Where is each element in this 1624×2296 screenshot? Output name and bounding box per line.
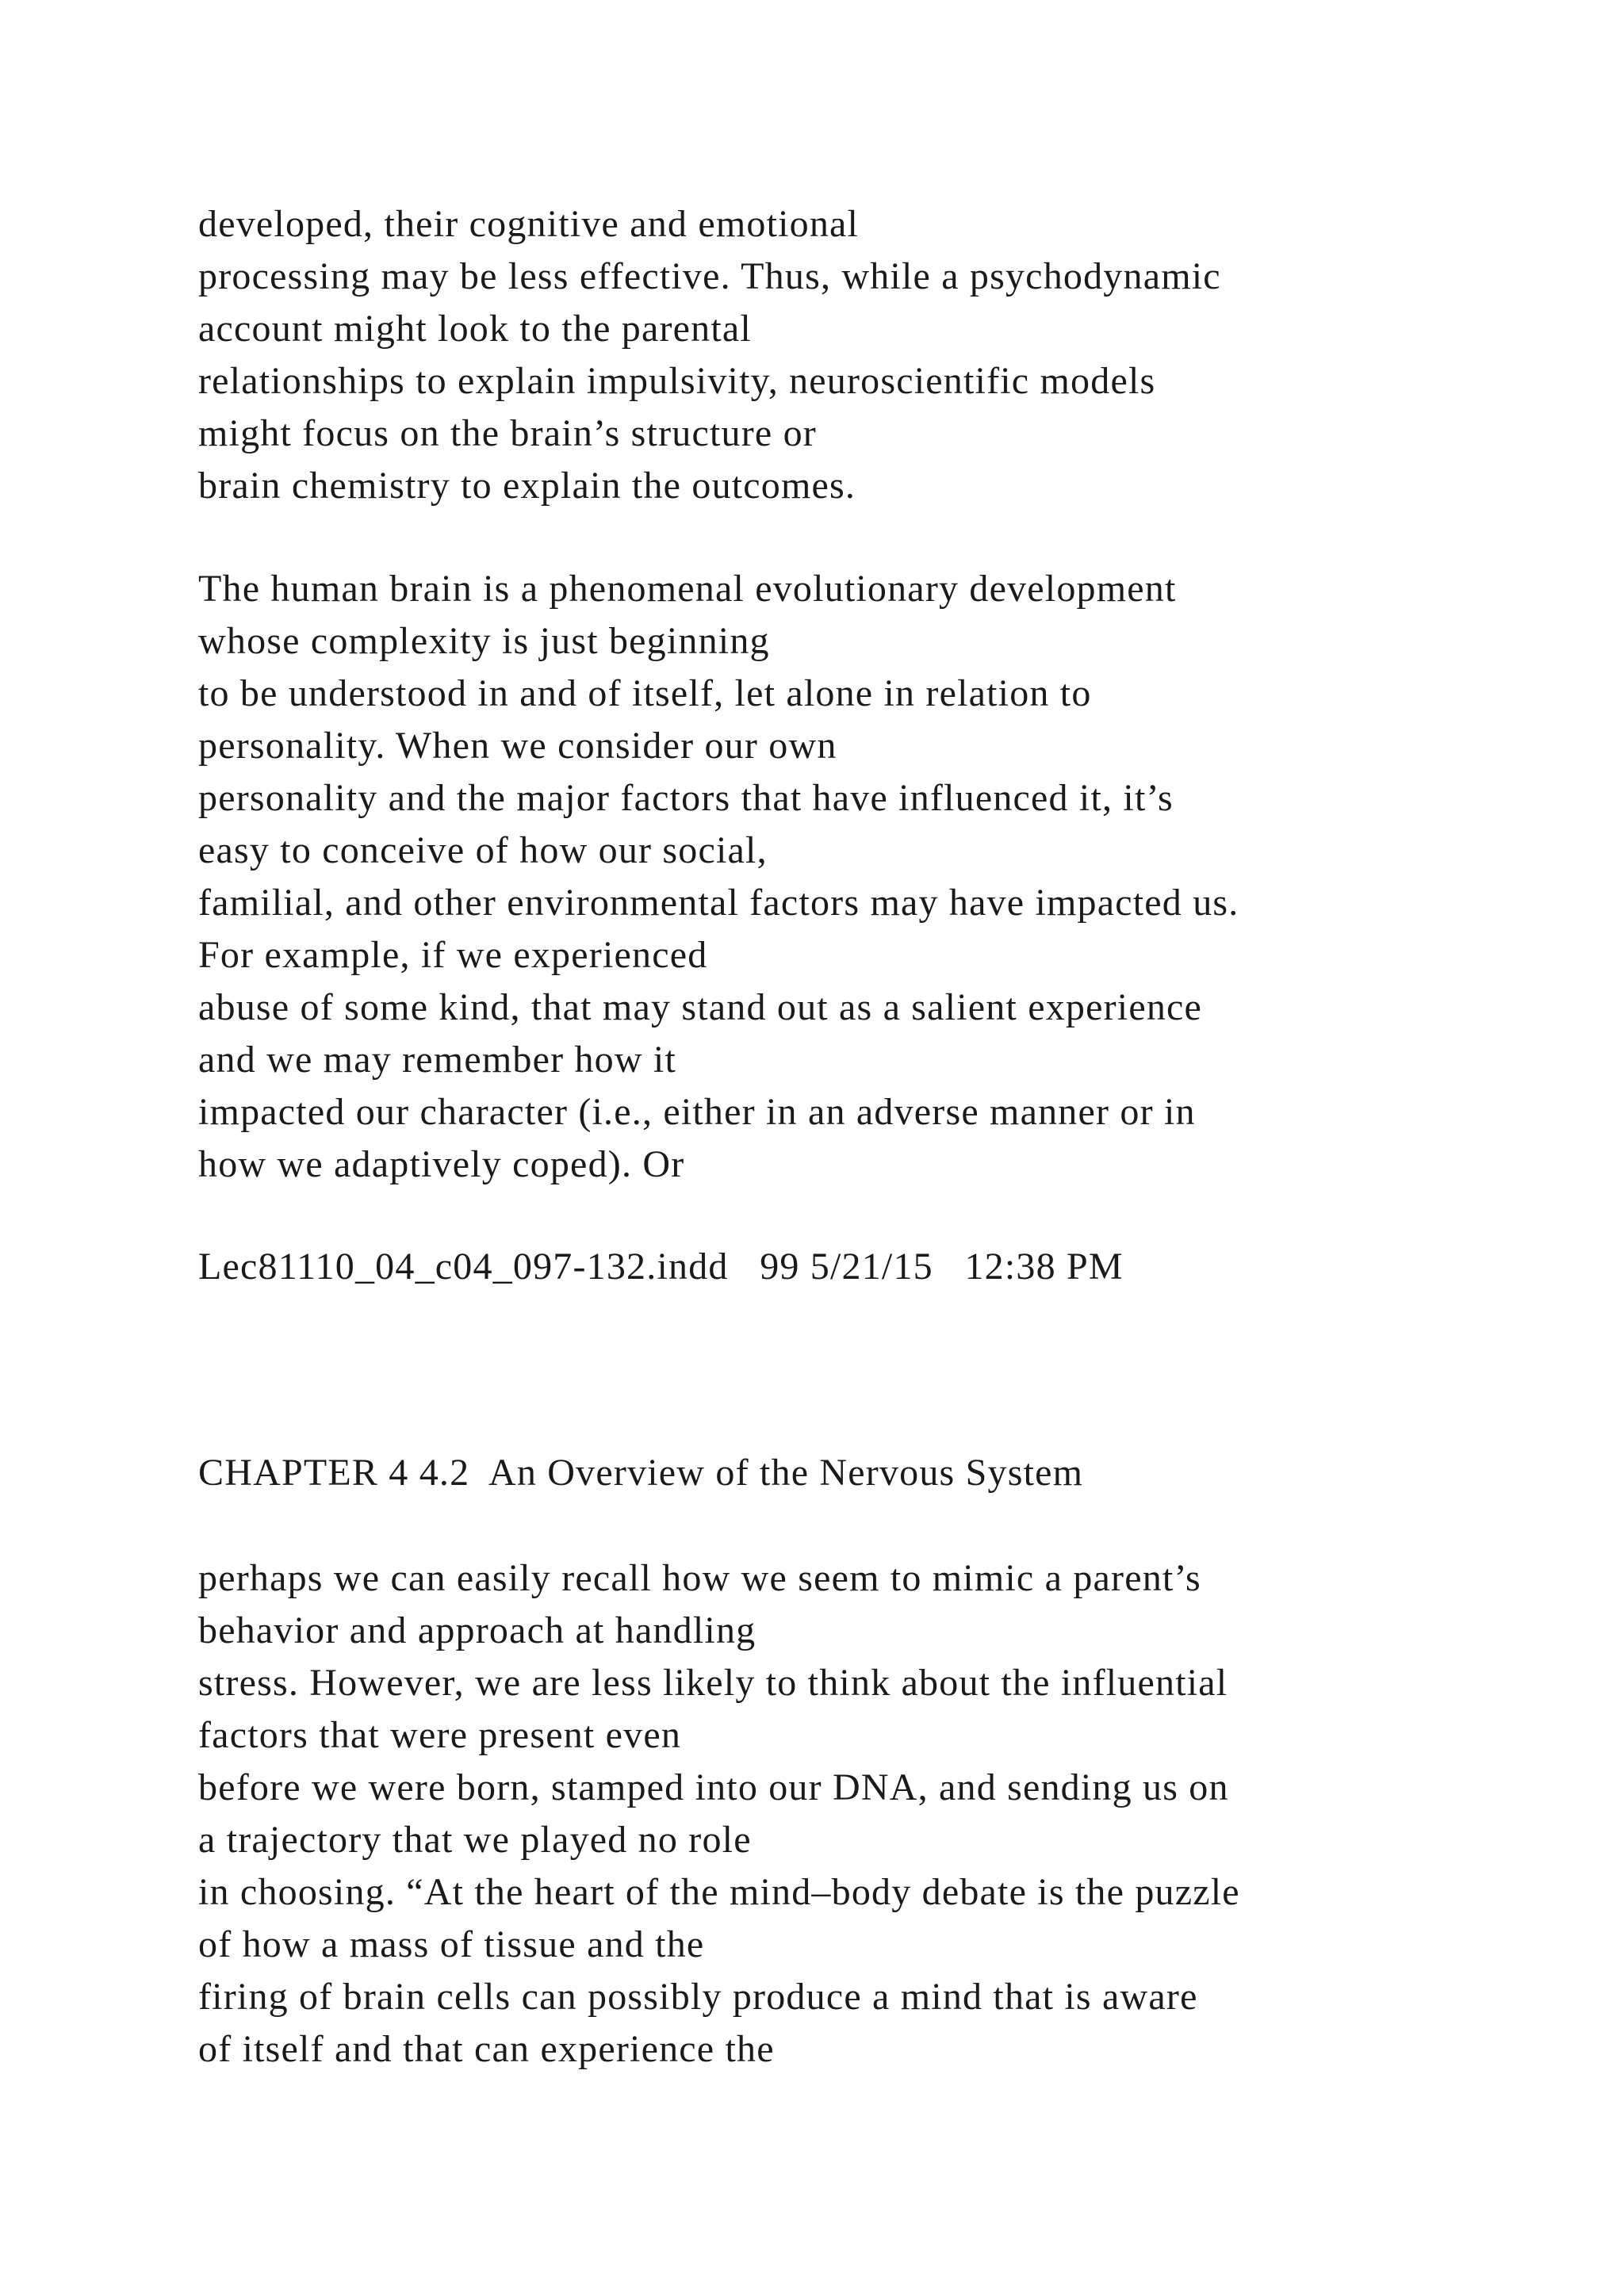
text-line: perhaps we can easily recall how we seem to mimic a parent’s [198, 1557, 1201, 1599]
running-header-text: CHAPTER 4 4.2 An Overview of the Nervous System [198, 1452, 1084, 1494]
text-line: The human brain is a phenomenal evolutionary development [198, 568, 1177, 610]
text-line: before we were born, stamped into our DNA, and sending us on [198, 1766, 1229, 1808]
text-line: abuse of some kind, that may stand out as a salient experience [198, 986, 1203, 1028]
text-line: how we adaptively coped). Or [198, 1143, 685, 1185]
text-line: processing may be less effective. Thus, while a psychodynamic [198, 255, 1221, 297]
text-line: impacted our character (i.e., either in an adverse manner or in [198, 1091, 1196, 1133]
running-header [198, 1447, 1499, 1499]
text-line: brain chemistry to explain the outcomes. [198, 465, 856, 507]
text-line: For example, if we experienced [198, 934, 708, 976]
paragraph-3 [198, 1552, 1499, 2076]
text-line: and we may remember how it [198, 1039, 677, 1081]
text-line: might focus on the brain’s structure or [198, 412, 817, 454]
text-line: whose complexity is just beginning [198, 620, 770, 662]
text-line: stress. However, we are less likely to think about the influential [198, 1662, 1228, 1704]
text-line: to be understood in and of itself, let alone in relation to [198, 672, 1092, 714]
text-line: relationships to explain impulsivity, neuroscientific models [198, 360, 1156, 402]
text-line: firing of brain cells can possibly produce a mind that is aware [198, 1976, 1198, 2018]
text-line: of itself and that can experience the [198, 2028, 775, 2070]
text-line: a trajectory that we played no role [198, 1819, 752, 1861]
text-line: behavior and approach at handling [198, 1609, 756, 1651]
paragraph-1 [198, 198, 1499, 512]
text-line: of how a mass of tissue and the [198, 1923, 705, 1965]
paragraph-2 [198, 563, 1499, 1191]
print-footer [198, 1241, 1499, 1293]
text-line: personality and the major factors that have influenced it, it’s [198, 777, 1174, 819]
text-line: developed, their cognitive and emotional [198, 203, 860, 245]
text-line: easy to conceive of how our social, [198, 829, 768, 871]
text-line: in choosing. “At the heart of the mind–body debate is the puzzle [198, 1871, 1240, 1913]
text-line: familial, and other environmental factors may have impacted us. [198, 882, 1239, 924]
text-line: factors that were present even [198, 1714, 682, 1756]
text-line: personality. When we consider our own [198, 725, 837, 767]
print-footer-text: Lec81110_04_c04_097-132.indd 99 5/21/15 12:38 PM [198, 1246, 1124, 1288]
text-line: account might look to the parental [198, 308, 752, 350]
